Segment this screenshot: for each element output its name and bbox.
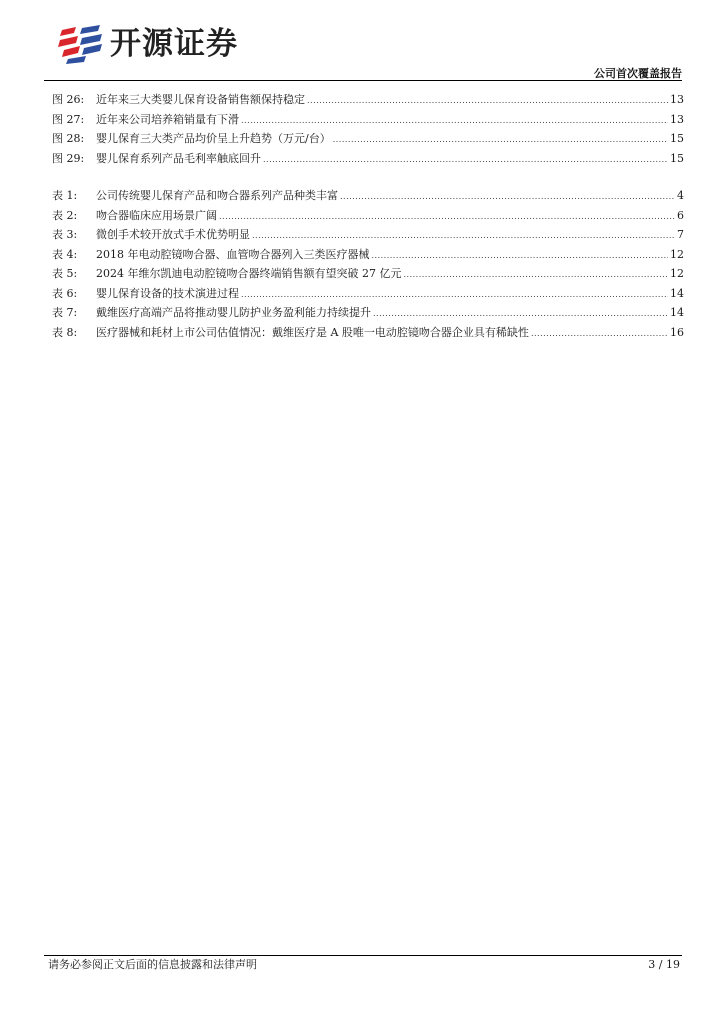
toc-entry-page: 12 xyxy=(670,247,684,261)
toc-entry-label: 表 6: xyxy=(52,286,78,300)
toc-entry-page: 14 xyxy=(670,286,684,300)
toc-leader-dots xyxy=(531,324,668,344)
toc-leader-dots xyxy=(241,285,668,305)
toc-entry-label: 表 3: xyxy=(52,228,78,241)
toc-entry[interactable] xyxy=(52,110,684,130)
toc-entry-page: 13 xyxy=(670,112,684,126)
toc-leader-dots xyxy=(403,265,668,285)
toc-entry-label: 表 7: xyxy=(52,306,78,319)
toc-entry-label: 表 5: xyxy=(52,267,78,280)
toc-entry-title: 婴儿保育三大类产品均价呈上升趋势（万元/台） xyxy=(96,132,331,145)
toc-leader-dots xyxy=(340,187,675,207)
toc-leader-dots xyxy=(372,246,669,266)
page-number: 3 / 19 xyxy=(648,958,680,971)
footer-disclaimer: 请务必参阅正文后面的信息披露和法律声明 xyxy=(48,958,257,971)
toc-entry-title: 戴维医疗高端产品将推动婴儿防护业务盈利能力持续提升 xyxy=(96,306,371,319)
toc-entry-label: 图 29: xyxy=(52,151,85,165)
toc-leader-dots xyxy=(252,226,675,246)
toc-leader-dots xyxy=(241,111,668,131)
toc-entry-title: 婴儿保育系列产品毛利率触底回升 xyxy=(96,151,261,165)
toc-entry-page: 15 xyxy=(670,132,684,145)
toc-leader-dots xyxy=(333,130,668,150)
toc-entry-label: 图 27: xyxy=(52,112,85,126)
toc-entry[interactable] xyxy=(52,129,684,149)
toc-entry-page: 15 xyxy=(670,151,684,165)
toc-entry-label: 表 4: xyxy=(52,247,78,261)
tables-toc xyxy=(52,186,684,342)
report-type: 公司首次覆盖报告 xyxy=(594,67,682,80)
toc-entry-title: 婴儿保育设备的技术演进过程 xyxy=(96,286,239,300)
toc-entry-label: 图 26: xyxy=(52,93,85,106)
header-divider xyxy=(44,80,682,81)
toc-entry-title: 公司传统婴儿保育产品和吻合器系列产品种类丰富 xyxy=(96,189,338,202)
toc-entry-label: 表 8: xyxy=(52,325,78,339)
toc-entry[interactable] xyxy=(52,303,684,323)
toc-entry[interactable] xyxy=(52,264,684,284)
toc-entry-label: 图 28: xyxy=(52,132,85,145)
toc-entry[interactable] xyxy=(52,284,684,304)
toc-entry-title: 医疗器械和耗材上市公司估值情况：戴维医疗是 A 股唯一电动腔镜吻合器企业具有稀缺性 xyxy=(96,325,529,339)
toc-entry-title: 2018 年电动腔镜吻合器、血管吻合器列入三类医疗器械 xyxy=(96,247,370,261)
toc-entry-page: 12 xyxy=(670,267,684,280)
toc-entry-title: 2024 年维尔凯迪电动腔镜吻合器终端销售额有望突破 27 亿元 xyxy=(96,267,402,280)
toc-leader-dots xyxy=(307,91,668,111)
toc-leader-dots xyxy=(219,207,675,227)
brand-name: 开源证券 xyxy=(110,26,238,62)
toc-entry[interactable] xyxy=(52,323,684,343)
toc-leader-dots xyxy=(263,150,668,170)
toc-leader-dots xyxy=(373,304,668,324)
toc-entry[interactable] xyxy=(52,245,684,265)
toc-entry-page: 13 xyxy=(670,93,684,106)
toc-entry-page: 14 xyxy=(670,306,684,319)
toc-entry[interactable] xyxy=(52,186,684,206)
toc-entry-page: 7 xyxy=(677,228,684,241)
figures-toc xyxy=(52,90,684,168)
toc-entry[interactable] xyxy=(52,206,684,226)
toc-entry-title: 近年来公司培养箱销量有下滑 xyxy=(96,112,239,126)
company-logo xyxy=(56,24,238,64)
toc-entry-label: 表 1: xyxy=(52,189,78,202)
toc-entry[interactable] xyxy=(52,90,684,110)
toc-entry-title: 吻合器临床应用场景广阔 xyxy=(96,208,217,222)
logo-mark-icon xyxy=(56,24,108,64)
toc-entry-page: 6 xyxy=(677,208,684,222)
toc-entry-label: 表 2: xyxy=(52,208,78,222)
toc-entry-title: 微创手术较开放式手术优势明显 xyxy=(96,228,250,241)
toc-entry-page: 4 xyxy=(677,189,684,202)
footer-divider xyxy=(44,955,682,956)
toc-entry-title: 近年来三大类婴儿保育设备销售额保持稳定 xyxy=(96,93,305,106)
toc-entry-page: 16 xyxy=(670,325,684,339)
toc-entry[interactable] xyxy=(52,149,684,169)
toc-entry[interactable] xyxy=(52,225,684,245)
